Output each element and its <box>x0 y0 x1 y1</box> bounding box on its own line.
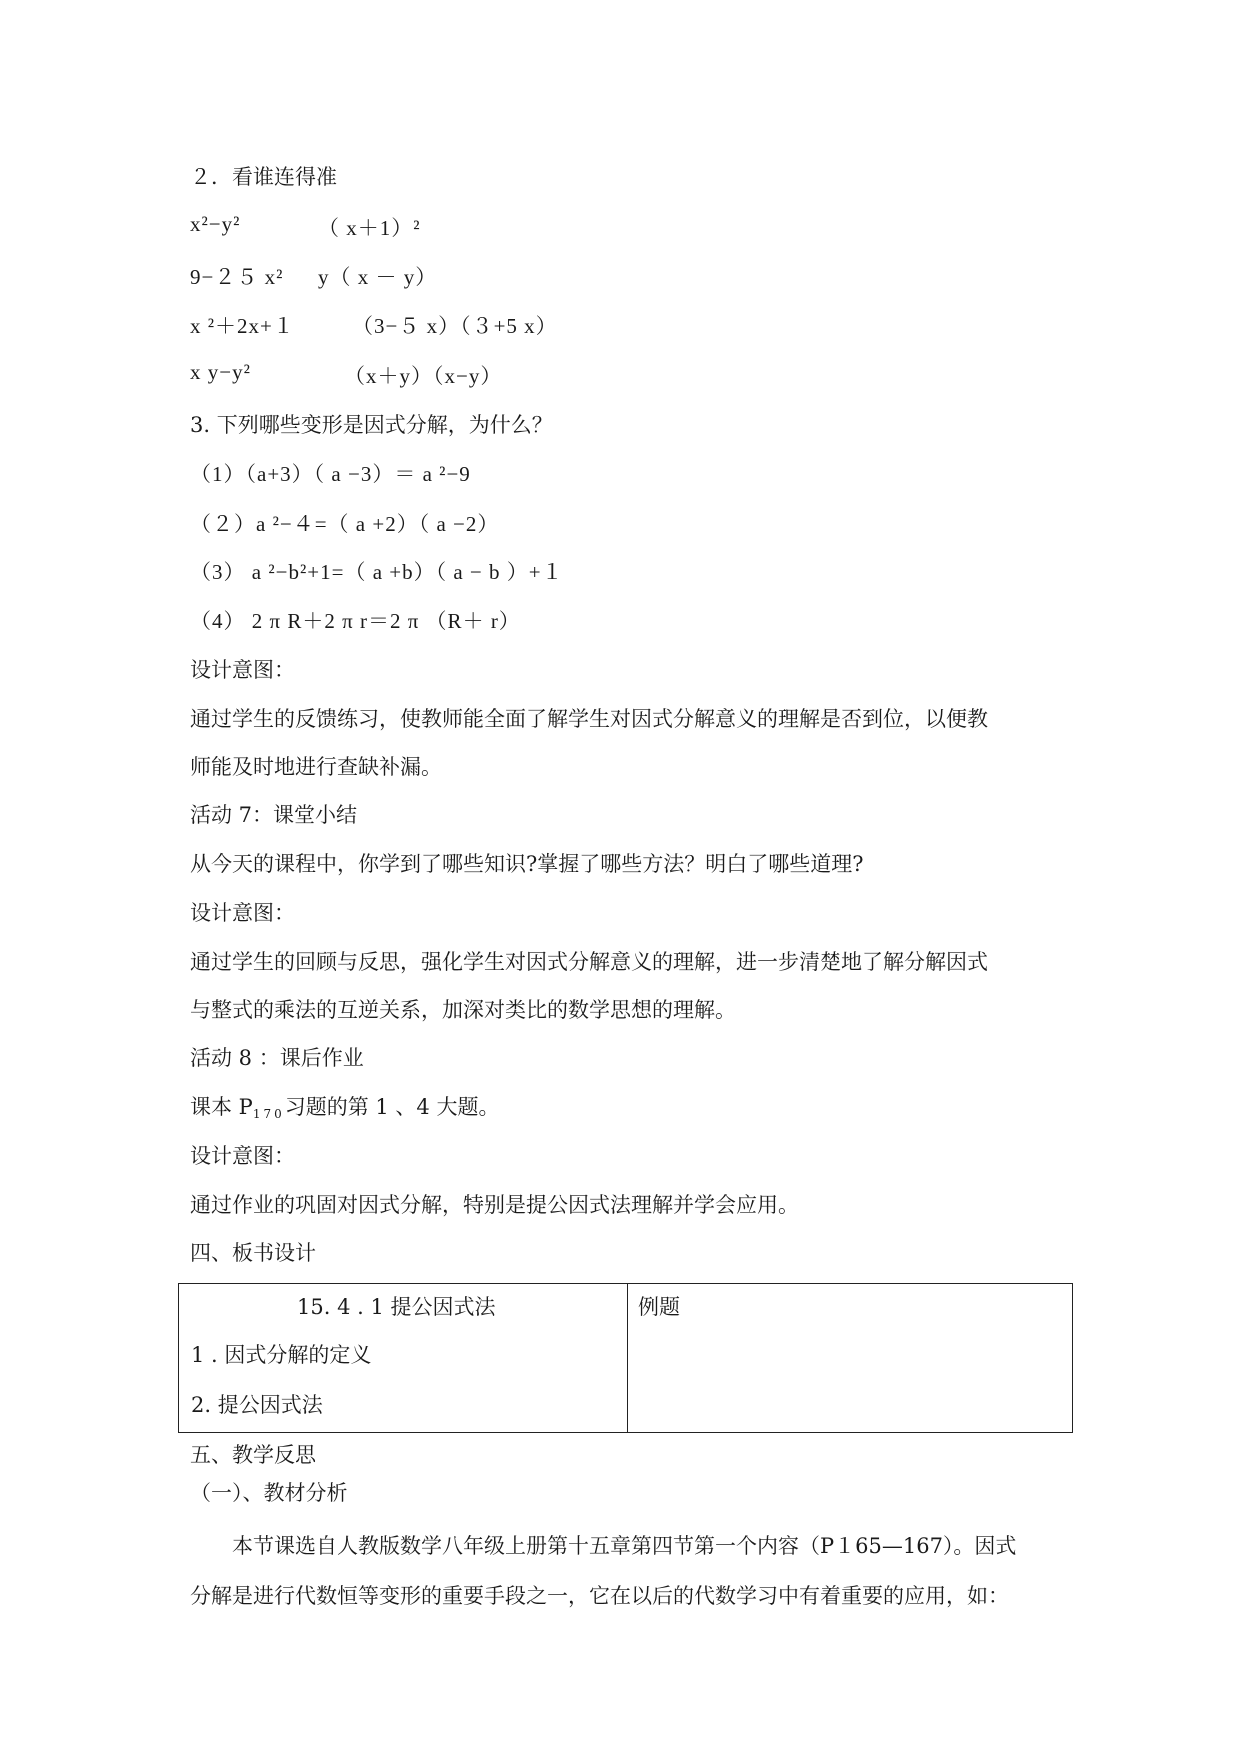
q3-item-2: （２）a ²−４=（ a +2）（ a −2） <box>190 512 500 536</box>
matching-left-2: 9−２５ x² <box>190 265 284 289</box>
paragraph-1b: 分解是进行代数恒等变形的重要手段之一，它在以后的代数学习中有着重要的应用，如： <box>190 1584 1009 1608</box>
design-text-2b: 与整式的乘法的互逆关系，加深对类比的数学思想的理解。 <box>190 998 736 1022</box>
matching-right-2: y（ x － y） <box>318 265 438 289</box>
design-text-1a: 通过学生的反馈练习，使教师能全面了解学生对因式分解意义的理解是否到位，以便教 <box>190 707 988 731</box>
activity-8-text-suffix: 习题的第 1 、4 大题。 <box>284 1095 500 1119</box>
activity-7-text: 从今天的课程中，你学到了哪些知识?掌握了哪些方法？明白了哪些道理? <box>190 852 864 876</box>
q3-item-4: （4） 2 π R＋2 π r＝2 π （R＋ r） <box>190 609 521 633</box>
board-left-cell <box>179 1284 628 1433</box>
q3-item-3: （3） a ²−b²+1=（ a +b）（ a − b ）+１ <box>190 560 564 584</box>
matching-right-4: （x＋y）（x−y） <box>344 364 503 388</box>
design-text-1b: 师能及时地进行查缺补漏。 <box>190 755 442 779</box>
activity-8-title: 活动 8 ：课后作业 <box>190 1046 364 1070</box>
design-label-1: 设计意图： <box>190 658 295 682</box>
matching-left-3: x ²＋2x+１ <box>190 314 295 338</box>
paragraph-1a: 本节课选自人教版数学八年级上册第十五章第四节第一个内容（P１65—167）。因式 <box>232 1534 1017 1558</box>
board-right-cell <box>628 1284 1073 1433</box>
design-label-3: 设计意图： <box>190 1144 295 1168</box>
matching-right-3: （3−５ x）（３+5 x） <box>352 314 558 338</box>
board-item-2: 2. 提公因式法 <box>191 1393 323 1417</box>
page-number-subscript: 170 <box>252 1107 285 1121</box>
matching-left-4: x y−y² <box>190 360 251 384</box>
design-text-3: 通过作业的巩固对因式分解，特别是提公因式法理解并学会应用。 <box>190 1193 799 1217</box>
section-2-title: ２．看谁连得准 <box>190 165 337 189</box>
q3-item-1: （1）（a+3）（ a −3）＝ a ²−9 <box>190 462 471 486</box>
board-item-1: 1 . 因式分解的定义 <box>191 1343 372 1367</box>
activity-8-text <box>190 1092 499 1129</box>
section-5-title: 五、教学反思 <box>190 1443 316 1467</box>
section-4-title: 四、板书设计 <box>190 1241 316 1265</box>
matching-right-1: （ x＋1）² <box>318 216 421 240</box>
design-label-2: 设计意图： <box>190 901 295 925</box>
board-heading: 15. 4 . 1 提公因式法 <box>297 1295 496 1319</box>
activity-8-text-prefix: 课本 P <box>190 1095 253 1119</box>
section-3-title: 3. 下列哪些变形是因式分解，为什么？ <box>190 413 553 437</box>
activity-7-title: 活动 7：课堂小结 <box>190 803 358 827</box>
design-text-2a: 通过学生的回顾与反思，强化学生对因式分解意义的理解，进一步清楚地了解分解因式 <box>190 950 988 974</box>
board-design-table <box>178 1283 1073 1433</box>
matching-left-1: x²−y² <box>190 212 241 236</box>
subsection-1-title: （一）、教材分析 <box>190 1481 348 1505</box>
board-example-label: 例题 <box>638 1295 680 1319</box>
